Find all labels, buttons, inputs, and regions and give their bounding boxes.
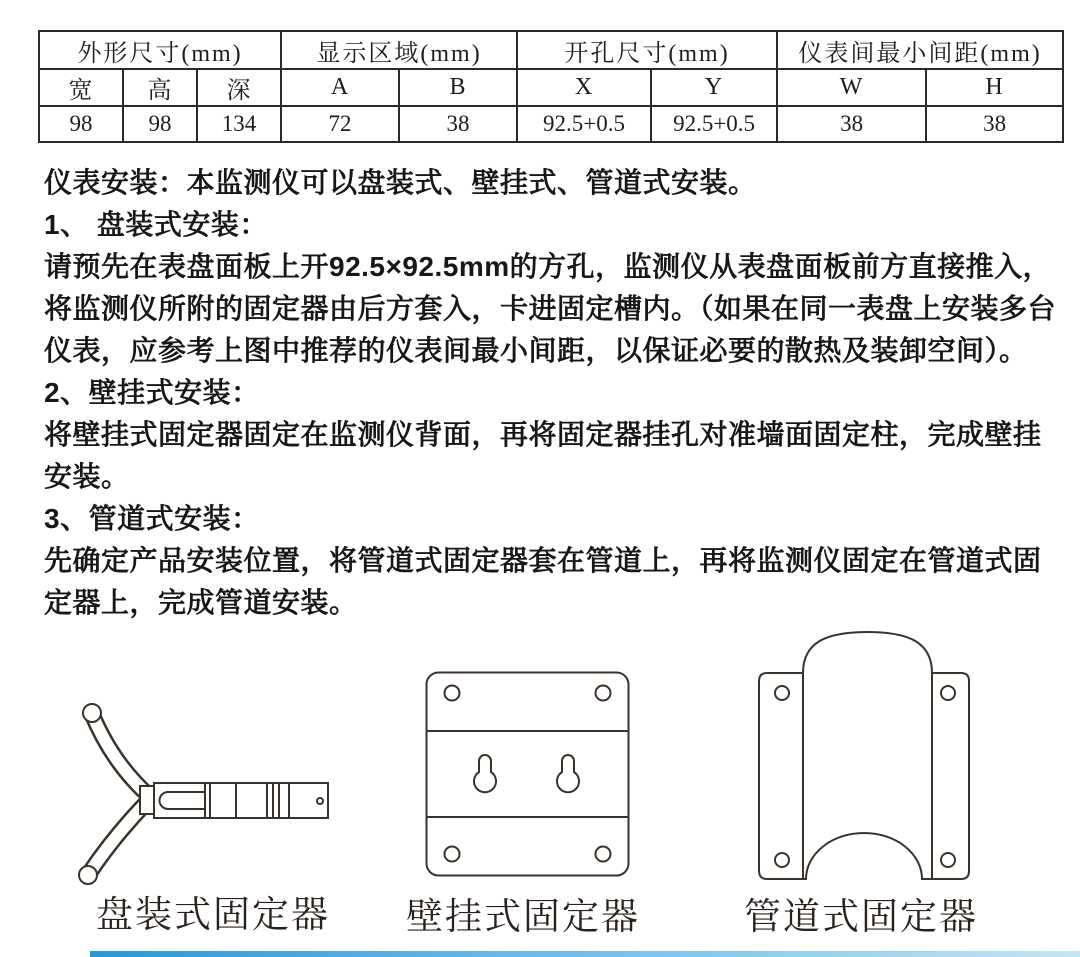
value-depth: 134 <box>197 106 281 142</box>
group-header-display-area: 显示区域(mm) <box>281 31 517 69</box>
install-intro: 仪表安装：本监测仪可以盘装式、壁挂式、管道式安装。 <box>44 167 757 198</box>
footer-accent-bar <box>90 951 1080 957</box>
col-header-height: 高 <box>123 69 197 106</box>
col-header-x: X <box>517 69 651 106</box>
section-body-wall: 将壁挂式固定器固定在监测仪背面，再将固定器挂孔对准墙面固定柱，完成壁挂安装。 <box>44 419 1042 492</box>
col-header-b: B <box>399 69 517 106</box>
table-value-row <box>39 106 1063 142</box>
value-y: 92.5+0.5 <box>651 106 777 142</box>
section-heading-pipe: 3、管道式安装： <box>44 503 260 534</box>
value-x: 92.5+0.5 <box>517 106 651 142</box>
value-width: 98 <box>39 106 123 142</box>
section-heading-wall: 2、壁挂式安装： <box>44 377 260 408</box>
figure-label-pipe-mount: 管道式固定器 <box>744 897 978 938</box>
panel-mount-fixture-drawing <box>68 698 336 890</box>
group-header-min-spacing: 仪表间最小间距(mm) <box>777 31 1063 69</box>
group-header-outline-size: 外形尺寸(mm) <box>39 31 281 69</box>
col-header-h: H <box>926 69 1063 106</box>
col-header-w: W <box>777 69 926 106</box>
group-header-cutout-size: 开孔尺寸(mm) <box>517 31 777 69</box>
section-body-pipe: 先确定产品安装位置，将管道式固定器套在管道上，再将监测仪固定在管道式固定器上，完成管道安装。 <box>44 545 1042 618</box>
value-h: 38 <box>926 106 1063 142</box>
wall-mount-fixture-drawing <box>425 671 630 877</box>
col-header-width: 宽 <box>39 69 123 106</box>
value-a: 72 <box>281 106 399 142</box>
section-heading-panel: 1、 盘装式安装： <box>44 209 268 240</box>
col-header-y: Y <box>651 69 777 106</box>
figure-label-wall-mount: 壁挂式固定器 <box>406 897 640 938</box>
value-height: 98 <box>123 106 197 142</box>
pipe-mount-fixture-drawing <box>758 631 970 881</box>
table-col-header-row <box>39 69 1063 106</box>
table-group-header-row <box>39 31 1063 69</box>
col-header-a: A <box>281 69 399 106</box>
installation-text <box>44 162 1058 624</box>
section-body-panel: 请预先在表盘面板上开92.5×92.5mm的方孔，监测仪从表盘面板前方直接推入，将监测仪所附的固定器由后方套入，卡进固定槽内。（如果在同一表盘上安装多台仪表，应参考上图中推荐的仪表间最小间距，以保证必要的散热及装卸空间）。 <box>44 251 1057 366</box>
value-b: 38 <box>399 106 517 142</box>
figure-label-panel-mount: 盘装式固定器 <box>96 895 330 936</box>
col-header-depth: 深 <box>197 69 281 106</box>
value-w: 38 <box>777 106 926 142</box>
dimensions-table <box>38 30 1064 143</box>
